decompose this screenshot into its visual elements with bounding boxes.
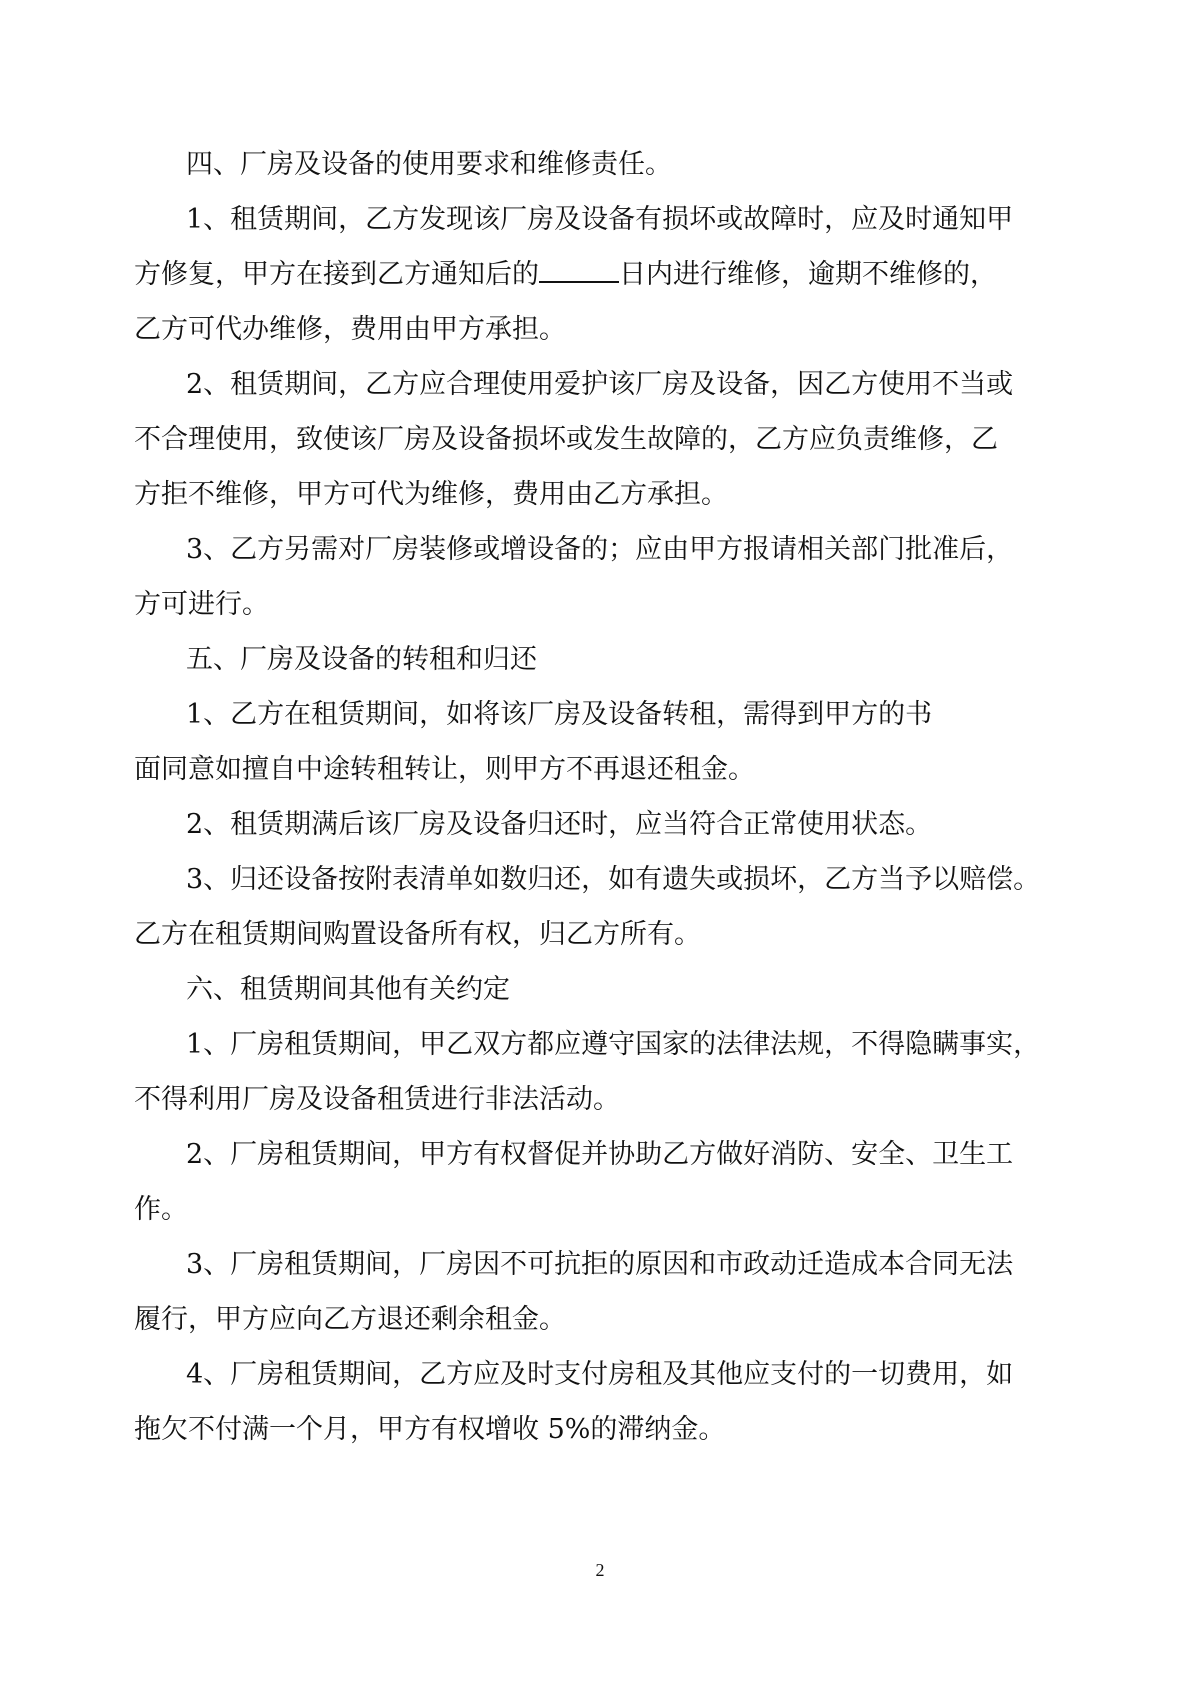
paragraph-line: 面同意如擅自中途转租转让，则甲方不再退还租金。: [134, 754, 755, 785]
paragraph-line: 1、乙方在租赁期间，如将该厂房及设备转租，需得到甲方的书: [186, 699, 933, 730]
paragraph-line: 2、租赁期间，乙方应合理使用爱护该厂房及设备，因乙方使用不当或: [186, 369, 1014, 400]
paragraph-line: 乙方在租赁期间购置设备所有权，归乙方所有。: [134, 919, 701, 950]
paragraph-line: 作。: [134, 1194, 188, 1225]
page-number: 2: [595, 1560, 605, 1580]
paragraph-line: 2、厂房租赁期间，甲方有权督促并协助乙方做好消防、安全、卫生工: [186, 1139, 1014, 1170]
section-heading-4: 四、厂房及设备的使用要求和维修责任。: [186, 149, 672, 180]
paragraph-line: 1、厂房租赁期间，甲乙双方都应遵守国家的法律法规，不得隐瞒事实，: [186, 1029, 1041, 1060]
paragraph-line: 方可进行。: [134, 589, 269, 620]
paragraph-line-with-blank: [134, 255, 997, 295]
paragraph-text: 方修复，甲方在接到乙方通知后的: [134, 259, 539, 290]
paragraph-line: 拖欠不付满一个月，甲方有权增收 5%的滞纳金。: [134, 1414, 726, 1445]
section-heading-6: 六、租赁期间其他有关约定: [186, 974, 510, 1005]
paragraph-line: 履行，甲方应向乙方退还剩余租金。: [134, 1304, 566, 1335]
paragraph-line: 乙方可代办维修，费用由甲方承担。: [134, 314, 566, 345]
paragraph-text: 日内进行维修，逾期不维修的，: [619, 259, 997, 290]
paragraph-line: 不合理使用，致使该厂房及设备损坏或发生故障的，乙方应负责维修，乙: [134, 424, 998, 455]
paragraph-line: 4、厂房租赁期间，乙方应及时支付房租及其他应支付的一切费用，如: [186, 1359, 1014, 1390]
section-heading-5: 五、厂房及设备的转租和归还: [186, 644, 537, 675]
paragraph-line: 3、乙方另需对厂房装修或增设备的；应由甲方报请相关部门批准后，: [186, 534, 1014, 565]
paragraph-line: 2、租赁期满后该厂房及设备归还时，应当符合正常使用状态。: [186, 809, 933, 840]
paragraph-line: 3、归还设备按附表清单如数归还，如有遗失或损坏，乙方当予以赔偿。: [186, 864, 1041, 895]
paragraph-line: 不得利用厂房及设备租赁进行非法活动。: [134, 1084, 620, 1115]
paragraph-line: 1、租赁期间，乙方发现该厂房及设备有损坏或故障时，应及时通知甲: [186, 204, 1014, 235]
paragraph-line: 3、厂房租赁期间，厂房因不可抗拒的原因和市政动迁造成本合同无法: [186, 1249, 1014, 1280]
paragraph-line: 方拒不维修，甲方可代为维修，费用由乙方承担。: [134, 479, 728, 510]
fill-in-blank: [539, 257, 619, 283]
